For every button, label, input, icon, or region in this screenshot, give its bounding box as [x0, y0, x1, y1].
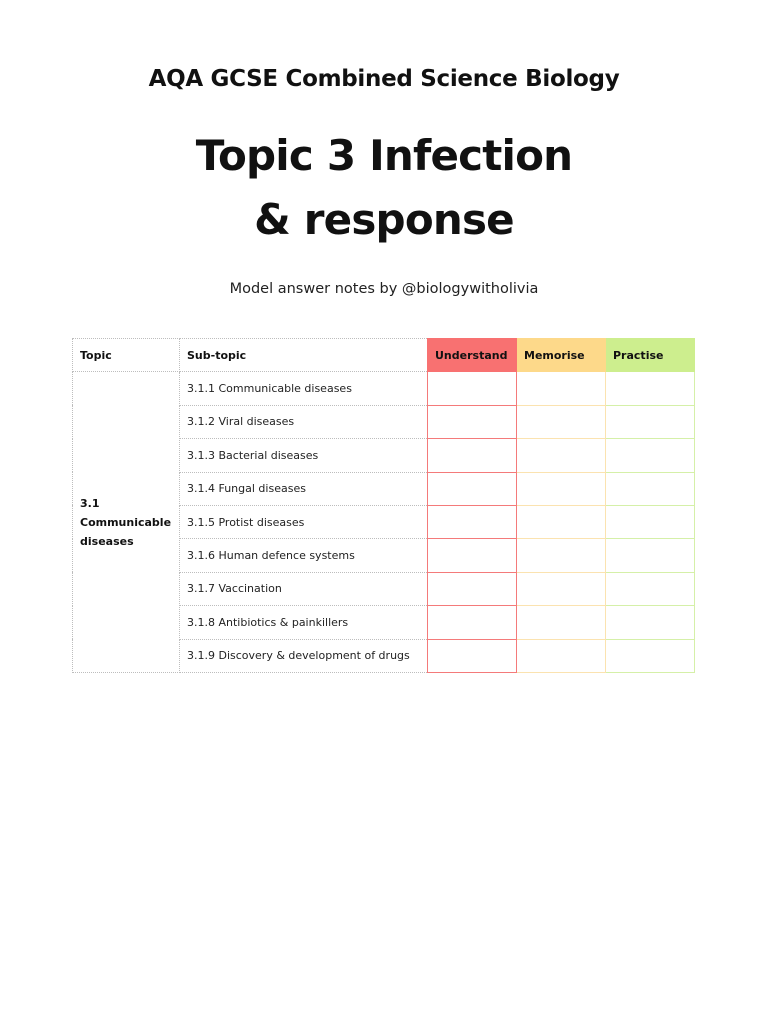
practise-checkbox[interactable]: [606, 372, 695, 405]
understand-checkbox[interactable]: [428, 405, 517, 438]
practise-checkbox[interactable]: [606, 405, 695, 438]
title-line-1: Topic 3 Infection: [195, 131, 573, 180]
header-subtopic: Sub-topic: [180, 339, 428, 372]
header-topic: Topic: [73, 339, 180, 372]
practise-checkbox[interactable]: [606, 472, 695, 505]
subject-heading: AQA GCSE Combined Science Biology: [148, 66, 620, 92]
memorise-checkbox[interactable]: [517, 606, 606, 639]
memorise-checkbox[interactable]: [517, 405, 606, 438]
memorise-checkbox[interactable]: [517, 572, 606, 605]
table-header-row: [73, 339, 695, 372]
subtopic-label: 3.1.4 Fungal diseases: [180, 472, 428, 505]
topic-number: 3.1: [80, 496, 100, 510]
understand-checkbox[interactable]: [428, 606, 517, 639]
header-practise: Practise: [606, 339, 695, 372]
understand-checkbox[interactable]: [428, 472, 517, 505]
practise-checkbox[interactable]: [606, 606, 695, 639]
revision-tracker-table: [72, 338, 695, 673]
understand-checkbox[interactable]: [428, 639, 517, 672]
practise-checkbox[interactable]: [606, 572, 695, 605]
memorise-checkbox[interactable]: [517, 505, 606, 538]
memorise-checkbox[interactable]: [517, 372, 606, 405]
page-title: [0, 124, 768, 252]
subtopic-label: 3.1.1 Communicable diseases: [180, 372, 428, 405]
subtopic-label: 3.1.6 Human defence systems: [180, 539, 428, 572]
subtopic-label: 3.1.9 Discovery & development of drugs: [180, 639, 428, 672]
understand-checkbox[interactable]: [428, 505, 517, 538]
understand-checkbox[interactable]: [428, 539, 517, 572]
topic-name-line-2: diseases: [80, 534, 134, 548]
memorise-checkbox[interactable]: [517, 539, 606, 572]
header-memorise: Memorise: [517, 339, 606, 372]
memorise-checkbox[interactable]: [517, 639, 606, 672]
byline: Model answer notes by @biologywitholivia: [229, 281, 539, 297]
table-row: [73, 372, 695, 405]
subtopic-label: 3.1.5 Protist diseases: [180, 505, 428, 538]
subtopic-label: 3.1.7 Vaccination: [180, 572, 428, 605]
memorise-checkbox[interactable]: [517, 439, 606, 472]
practise-checkbox[interactable]: [606, 639, 695, 672]
practise-checkbox[interactable]: [606, 505, 695, 538]
practise-checkbox[interactable]: [606, 439, 695, 472]
header-understand: Understand: [428, 339, 517, 372]
practise-checkbox[interactable]: [606, 539, 695, 572]
subtopic-label: 3.1.8 Antibiotics & painkillers: [180, 606, 428, 639]
memorise-checkbox[interactable]: [517, 472, 606, 505]
topic-name-line-1: Communicable: [80, 515, 172, 529]
understand-checkbox[interactable]: [428, 372, 517, 405]
understand-checkbox[interactable]: [428, 572, 517, 605]
understand-checkbox[interactable]: [428, 439, 517, 472]
subtopic-label: 3.1.3 Bacterial diseases: [180, 439, 428, 472]
subtopic-label: 3.1.2 Viral diseases: [180, 405, 428, 438]
title-line-2: & response: [254, 195, 514, 244]
topic-cell: [73, 372, 180, 673]
